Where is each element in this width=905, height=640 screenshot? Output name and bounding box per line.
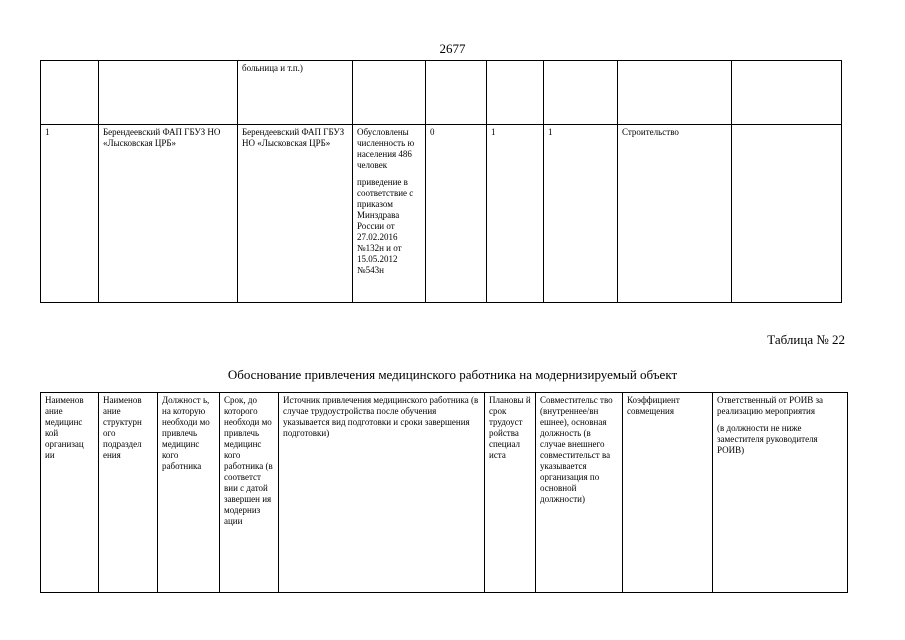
header-cell: Совместительс тво (внутреннее/вн ешнее), основная должность (в случае внешнего совместительст ва указывается организация по основной должности)	[536, 393, 623, 593]
header-row	[41, 393, 848, 593]
cell	[544, 61, 618, 125]
justification-cell	[353, 125, 426, 303]
table-row	[41, 125, 842, 303]
header-text-1: Ответственный от РОИВ за реализацию мероприятия	[717, 395, 824, 416]
value-cell: 0	[426, 125, 487, 303]
cell	[426, 61, 487, 125]
header-text-2: (в должности не ниже заместителя руководителя РОИВ)	[717, 423, 818, 455]
header-cell: Плановы й срок трудоуст ройства специал иста	[485, 393, 536, 593]
header-cell: Наименов ание структурн ого подраздел ения	[99, 393, 158, 593]
header-cell: Наименов ание медицинс кой организац ии	[41, 393, 99, 593]
object-cell: Берендеевский ФАП ГБУЗ НО «Лысковская ЦРБ»	[238, 125, 353, 303]
cell	[41, 61, 99, 125]
header-cell: Коэффициент совмещения	[623, 393, 713, 593]
table-label: Таблица № 22	[767, 332, 845, 347]
cell	[618, 61, 732, 125]
cell	[732, 61, 842, 125]
cell	[353, 61, 426, 125]
header-cell: Срок, до которого необходи мо привлечь медицинс кого работника (в соответст вии с датой завершен ия модерниз ации	[220, 393, 279, 593]
header-cell	[713, 393, 848, 593]
value-cell: 1	[544, 125, 618, 303]
page-number: 2677	[439, 41, 466, 56]
table-heading: Обоснование привлечения медицинского работника на модернизируемый объект	[227, 367, 678, 382]
justification-text-2: приведение в соответствие с приказом Минздрава России от 27.02.2016 №132н и от 15.05.2012 №543н	[357, 177, 414, 275]
row-number: 1	[41, 125, 99, 303]
cell	[99, 61, 238, 125]
cell: больница и т.п.)	[238, 61, 353, 125]
bottom-table	[40, 392, 848, 593]
justification-text-1: Обусловлены численность ю населения 486 человек	[357, 127, 415, 170]
cell	[487, 61, 544, 125]
action-cell: Строительство	[618, 125, 732, 303]
top-table	[40, 60, 842, 303]
cell	[732, 125, 842, 303]
continuation-row	[41, 61, 842, 125]
organization-cell: Берендеевский ФАП ГБУЗ НО «Лысковская ЦРБ»	[99, 125, 238, 303]
header-cell: Источник привлечения медицинского работника (в случае трудоустройства после обучения указывается вид подготовки и сроки завершения подготовки)	[279, 393, 485, 593]
value-cell: 1	[487, 125, 544, 303]
header-cell: Должност ь, на которую необходи мо привлечь медицинс кого работника	[158, 393, 220, 593]
